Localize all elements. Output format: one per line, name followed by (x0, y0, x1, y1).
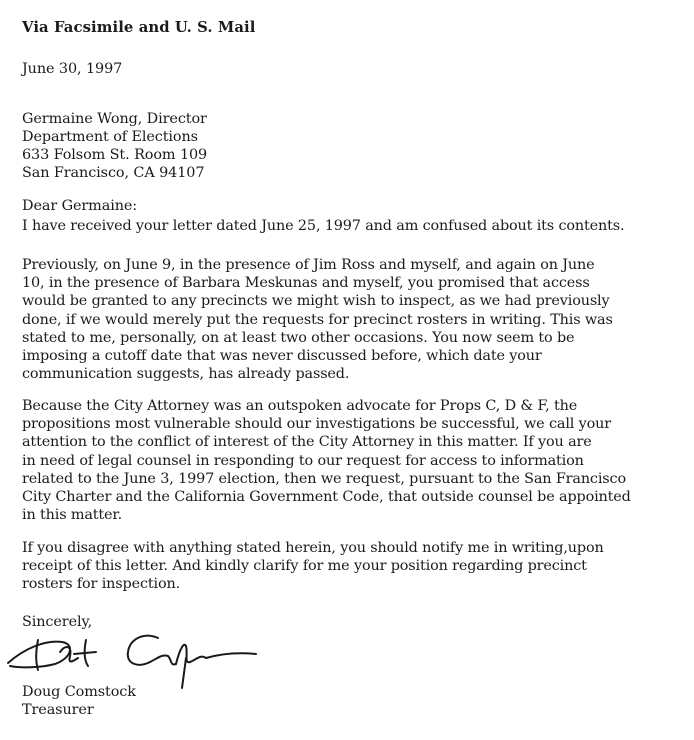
recipient-name: Germaine Wong, Director (22, 111, 207, 127)
paragraph-line: imposing a cutoff date that was never discussed before, which date your (22, 348, 542, 365)
paragraph-line: rosters for inspection. (22, 576, 180, 593)
paragraph-line: Because the City Attorney was an outspoken advocate for Props C, D & F, the (22, 398, 578, 414)
recipient-street: 633 Folsom St. Room 109 (22, 147, 208, 163)
paragraph-line: City Charter and the California Government Code, that outside counsel be appointed (22, 489, 631, 506)
paragraph-line: receipt of this letter. And kindly clarify for me your position regarding precinct (22, 558, 587, 575)
signer-title: Treasurer (22, 702, 94, 718)
letter-date: June 30, 1997 (22, 61, 123, 77)
paragraph-2 (22, 256, 613, 383)
closing: Sincerely, (22, 614, 93, 630)
delivery-method: Via Facsimile and U. S. Mail (22, 19, 256, 36)
paragraph-line: in this matter. (22, 507, 122, 524)
paragraph-4 (22, 539, 604, 594)
paragraph-1 (22, 217, 624, 235)
paragraph-line: 10, in the presence of Barbara Meskunas and myself, you promised that access (22, 275, 590, 292)
paragraph-line: propositions most vulnerable should our investigations be successful, we call your (22, 416, 611, 433)
paragraph-line: stated to me, personally, on at least two other occasions. You now seem to be (22, 329, 575, 346)
paragraph-line: attention to the conflict of interest of the City Attorney in this matter. If you are (22, 434, 592, 451)
paragraph-line: I have received your letter dated June 25, 1997 and am confused about its contents. (22, 218, 625, 234)
paragraph-line: in need of legal counsel in responding to our request for access to information (22, 452, 584, 469)
paragraph-line: would be granted to any precincts we might wish to inspect, as we had previously (22, 293, 610, 310)
salutation: Dear Germaine: (22, 198, 138, 214)
signer-name: Doug Comstock (22, 684, 136, 700)
paragraph-line: done, if we would merely put the requests for precinct rosters in writing. This was (22, 311, 613, 328)
paragraph-line: Previously, on June 9, in the presence of Jim Ross and myself, and again on June (22, 257, 595, 273)
recipient-department: Department of Elections (22, 129, 198, 145)
paragraph-line: communication suggests, has already passed. (22, 366, 350, 383)
paragraph-3 (22, 397, 631, 524)
recipient-city: San Francisco, CA 94107 (22, 165, 205, 181)
paragraph-line: If you disagree with anything stated herein, you should notify me in writing,upon (22, 540, 604, 556)
paragraph-line: related to the June 3, 1997 election, then we request, pursuant to the San Francisco (22, 470, 626, 487)
